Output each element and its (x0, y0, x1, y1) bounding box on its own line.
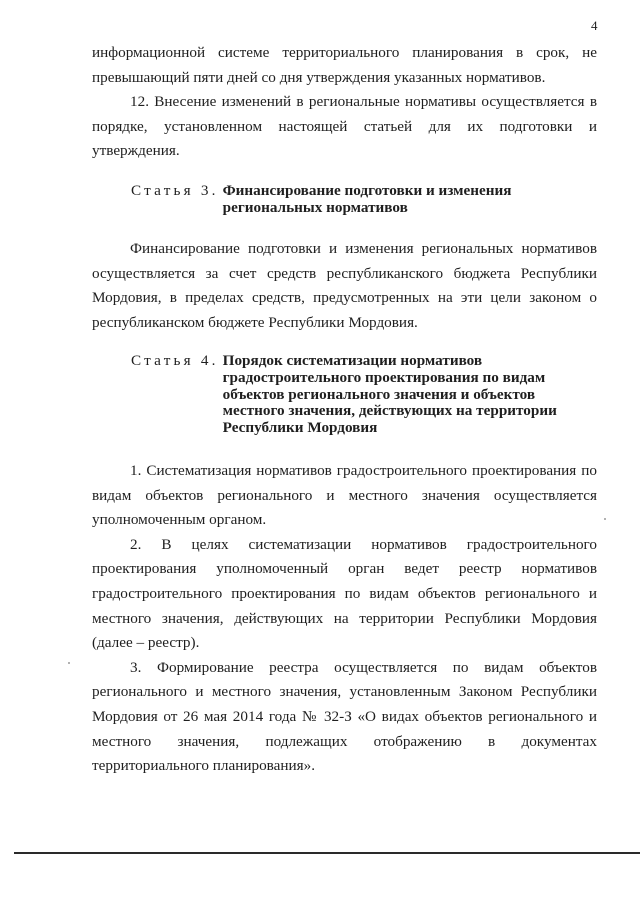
article-3-title (223, 183, 601, 217)
article-3-heading (131, 183, 601, 217)
article-3-title-line: региональных нормативов (222, 198, 408, 216)
article-4-title (223, 353, 601, 437)
paragraph-item-12: 12. Внесение изменений в региональные нормативы осуществляется в порядке, установленном настоящей статьей для их подготовки и утверждения. (92, 93, 597, 160)
article-4-title-line: Республики Мордовия (222, 419, 378, 437)
article-4-heading (131, 353, 601, 437)
article-4-title-line: градостроительного проектирования по видам (222, 368, 546, 386)
article-4-title-line: местного значения, действующих на территории (222, 402, 557, 420)
paragraph-article-3: Финансирование подготовки и изменения региональных нормативов осуществляется за счет средств республиканского бюджета Республики Мордовия, в пределах средств, предусмотренных на эти цели законом о республиканском бюджете Республики Мордовия. (92, 240, 597, 331)
scan-speck (604, 518, 606, 520)
paragraph-item-2: 2. В целях систематизации нормативов градостроительного проектирования уполномоченный орган ведет реестр нормативов градостроительного проектирования по видам объектов регионального и местного значения, действующих на территории Республики Мордовия (далее – реестр). (92, 535, 597, 652)
paragraph-item-1: 1. Систематизация нормативов градостроительного проектирования по видам объектов регионального и местного значения осуществляется уполномоченным органом. (92, 462, 597, 529)
article-4-title-line: объектов регионального значения и объектов (222, 385, 536, 403)
article-3-title-line: Финансирование подготовки и изменения (222, 182, 512, 199)
article-4-label: Статья 4. (131, 352, 219, 369)
article-3-label: Статья 3. (131, 182, 219, 199)
bottom-rule (14, 852, 640, 854)
intro-section (92, 41, 597, 164)
paragraph-continuation: информационной системе территориального планирования в срок, не превышающий пяти дней со дня утверждения указанных нормативов. (92, 44, 597, 86)
article-4-body (92, 459, 597, 779)
article-4-title-line: Порядок систематизации нормативов (222, 352, 483, 369)
paragraph-item-3: 3. Формирование реестра осуществляется по видам объектов регионального и местного значения, установленным Законом Республики Мордовия от 26 мая 2014 года № 32-З «О видах объектов регионального и местного значения, подлежащих отображению в документах территориального планирования». (92, 658, 597, 775)
article-3-body (92, 237, 597, 335)
scan-speck (68, 662, 70, 664)
page-number: 4 (591, 18, 598, 33)
